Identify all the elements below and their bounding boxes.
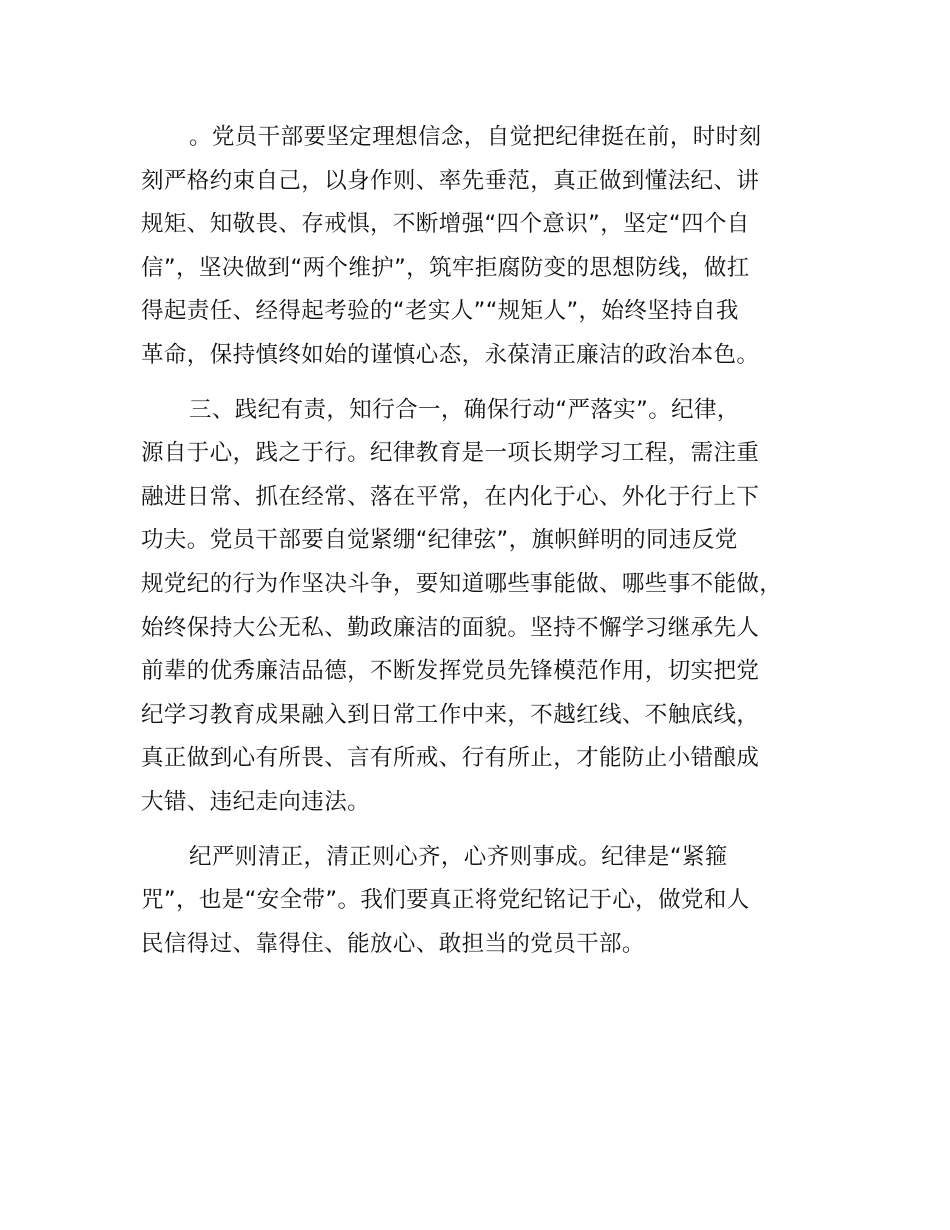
text-line: 民信得过、靠得住、能放心、敢担当的党员干部。 (141, 930, 645, 957)
text-line: 咒”，也是“安全带”。我们要真正将党纪铭记于心，做党和人 (141, 887, 750, 914)
text-line: 功夫。党员干部要自觉紧绷“纪律弦”，旗帜鲜明的同违反党 (141, 527, 738, 554)
text-line: 三、践纪有责，知行合一，确保行动“严落实”。纪律， (189, 396, 740, 423)
text-line: 信”，坚决做到“两个维护”，筑牢拒腐防变的思想防线，做扛 (141, 254, 750, 281)
document-body (141, 116, 831, 977)
text-line: 纪学习教育成果融入到日常工作中来，不越红线、不触底线， (141, 701, 760, 728)
text-line: 前辈的优秀廉洁品德，不断发挥党员先锋模范作用，切实把党 (141, 658, 760, 685)
text-line: 规党纪的行为作坚决斗争，要知道哪些事能做、哪些事不能做， (141, 570, 783, 597)
text-line: 。党员干部要坚定理想信念，自觉把纪律挺在前，时时刻 (189, 124, 762, 150)
text-line: 始终保持大公无私、勤政廉洁的面貌。坚持不懈学习继承先人 (141, 614, 760, 641)
text-line: 刻严格约束自己，以身作则、率先垂范，真正做到懂法纪、讲 (141, 167, 760, 194)
text-line: 融进日常、抓在经常、落在平常，在内化于心、外化于行上下 (141, 483, 760, 510)
text-line: 真正做到心有所畏、言有所戒、行有所止，才能防止小错酿成 (141, 745, 760, 772)
paragraph-2 (141, 389, 831, 825)
paragraph-3 (141, 836, 831, 967)
text-line: 规矩、知敬畏、存戒惧，不断增强“四个意识”，坚定“四个自 (141, 211, 750, 238)
text-line: 纪严则清正，清正则心齐，心齐则事成。纪律是“紧箍 (189, 843, 728, 870)
paragraph-1 (141, 116, 831, 378)
text-line: 革命，保持慎终如始的谨慎心态，永葆清正廉洁的政治本色。 (141, 341, 760, 368)
text-line: 得起责任、经得起考验的“老实人”“规矩人”，始终坚持自我 (141, 298, 739, 325)
text-line: 大错、违纪走向违法。 (141, 788, 371, 815)
text-line: 源自于心，践之于行。纪律教育是一项长期学习工程，需注重 (141, 440, 760, 467)
